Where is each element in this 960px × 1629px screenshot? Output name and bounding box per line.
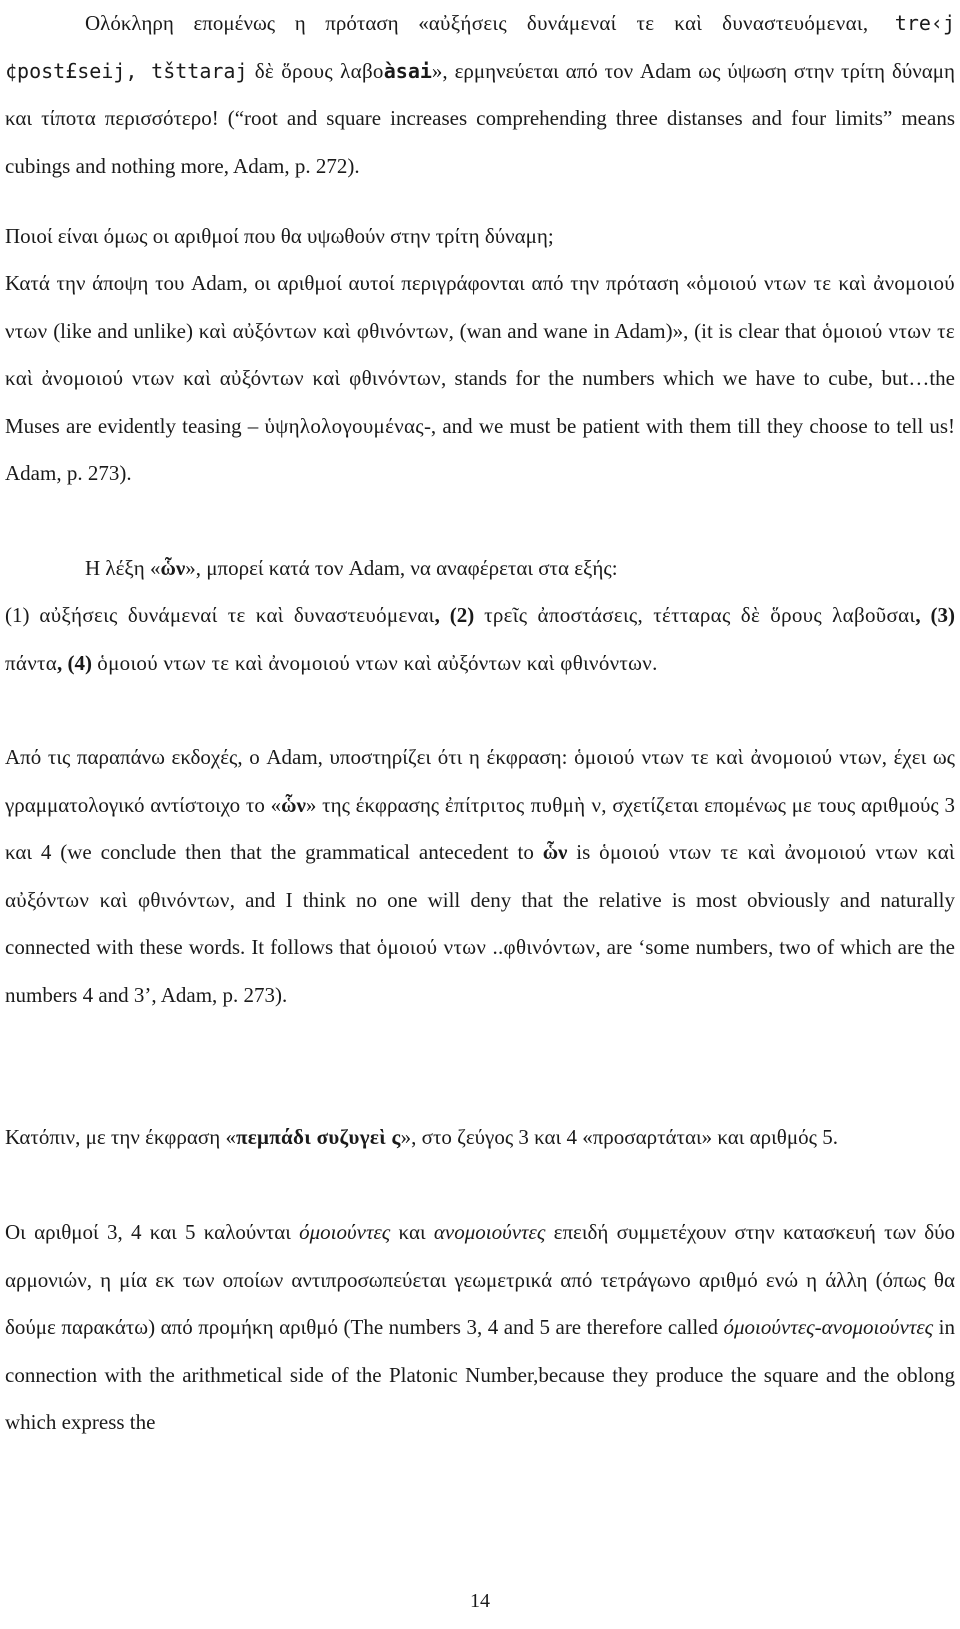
paragraph-6 bbox=[5, 734, 955, 1019]
list-marker: , (2) bbox=[434, 603, 485, 627]
italic-term: όμοιούντες-ανομοιούντες bbox=[723, 1315, 934, 1339]
text-run: Κατόπιν, με την έκφραση « bbox=[5, 1125, 236, 1149]
text-run: . bbox=[652, 650, 658, 675]
greek-phrase: πεμπάδι συζυγεὶ ς bbox=[235, 1125, 401, 1149]
italic-term: όμοιούντες bbox=[299, 1220, 391, 1244]
list-marker: , (4) bbox=[57, 650, 98, 675]
paragraph-2: Ποιοί είναι όμως οι αριθμοί που θα υψωθούν στην τρίτη δύναμη; bbox=[5, 224, 554, 248]
text-run: (1) bbox=[5, 603, 40, 627]
greek-word: ὧν bbox=[281, 792, 306, 817]
paragraph-8 bbox=[5, 1209, 955, 1447]
text-run: is bbox=[567, 840, 600, 864]
text-run: in connection with the arithmetical side of the Platonic Number,because they produce the square and the oblong which express the bbox=[5, 1315, 955, 1434]
text-run: Η λέξη « bbox=[85, 556, 161, 580]
paragraph-4 bbox=[5, 545, 955, 593]
greek-phrase: ὁμοιού ντων τε καὶ ἀνομοιού ντων bbox=[574, 745, 882, 769]
text-run: », μπορεί κατά τον Adam, να αναφέρεται στα εξής: bbox=[185, 556, 618, 580]
greek-phrase: ὁμοιού ντων τε καὶ ἀνομοιού ντων καὶ αὐξόντων καὶ φθινόντων bbox=[5, 840, 956, 912]
text-run: και bbox=[390, 1220, 434, 1244]
paragraph-5 bbox=[5, 592, 955, 687]
greek-phrase: ὁμοιού ντων τε καὶ ἀνομοιού ντων καὶ αὐξόντων καὶ φθινόντων bbox=[5, 318, 956, 390]
text-run: , stands for the numbers which we have to cube, but…the Muses are evidently teasing – bbox=[5, 366, 955, 438]
text-run: επειδή συμμετέχουν στην κατασκευή των δύο αρμονιών, η μία εκ των οποίων αντιπροσωπεύεται γεωμετρικά από τετράγωνο αριθμό ενώ η άλλη (όπως θα δούμε παρακάτω) από προμήκη αριθμό (The numbers 3, 4 and 5 are therefore called bbox=[5, 1220, 955, 1339]
text-run: , are ‘some numbers, two of which are the numbers 4 and 3’, Adam, p. 273). bbox=[5, 935, 955, 1007]
italic-term: ανομοιούντες bbox=[433, 1220, 546, 1244]
text-run: Οι αριθμοί 3, 4 και 5 καλούνται bbox=[5, 1220, 300, 1244]
greek-phrase: ὁμοιού ντων ..φθινόντων bbox=[376, 935, 596, 959]
greek-phrase: τρεῖς ἀποστάσεις, τέτταρας δὲ ὅρους λαβοῦσαι bbox=[484, 603, 916, 627]
paragraph-1 bbox=[5, 0, 955, 190]
text-run: (like and unlike) bbox=[47, 318, 199, 343]
greek-word: ὧν bbox=[160, 556, 186, 580]
greek-phrase: ἐπίτριτος πυθμὴ ν bbox=[444, 792, 602, 817]
greek-phrase: δὲ ὅρους λαβο bbox=[247, 58, 384, 83]
garbled-greek-phrase: tre‹j ¢post£seij, tšttaraj bbox=[5, 11, 955, 83]
greek-phrase: καὶ αὐξόντων καὶ φθινόντων bbox=[198, 318, 449, 343]
text-run: » της έκφρασης bbox=[305, 792, 445, 817]
greek-phrase: ὁμοιού ντων τε καὶ ἀνομοιού ντων καὶ αὐξόντων καὶ φθινόντων bbox=[97, 650, 653, 675]
text-run: Από τις παραπάνω εκδοχές, ο Adam, υποστηρίζει ότι η έκφραση: bbox=[5, 745, 575, 769]
text-run: Ολόκληρη επομένως η πρόταση « bbox=[85, 11, 429, 35]
text-run: Κατά την άποψη του Adam, οι αριθμοί αυτοί περιγράφονται από την πρόταση « bbox=[5, 271, 697, 295]
text-run: », ερμηνεύεται από τον Adam ως ύψωση στην τρίτη δύναμη και τίποτα περισσότερο! (“root and square increases comprehending three distanses and four limits” means cubings and nothing more, Adam, p. 272). bbox=[5, 58, 955, 178]
list-marker: , (3) bbox=[915, 603, 955, 627]
text-run: -, and we must be patient with them till they choose to tell us! Adam, p. 273). bbox=[5, 413, 955, 485]
paragraph-7 bbox=[5, 1114, 955, 1162]
garbled-greek-phrase: àsai bbox=[383, 58, 432, 83]
greek-phrase: ὁμοιού ντων τε καὶ ἀνομοιού ντων bbox=[5, 271, 955, 343]
greek-phrase: πάντα bbox=[5, 650, 58, 675]
greek-phrase: αὐξήσεις δυνάμεναί τε καὶ δυναστευόμεναι bbox=[39, 603, 435, 627]
paragraph-3 bbox=[5, 260, 955, 498]
page-number: 14 bbox=[470, 1590, 490, 1612]
text-run: , σχετίζεται επομένως με τους αριθμούς 3 και 4 (we conclude then that the grammatical antecedent to bbox=[5, 792, 955, 864]
greek-word: ὧν bbox=[542, 840, 568, 864]
text-run: , έχει ως γραμματολογικό αντίστοιχο το « bbox=[5, 745, 955, 817]
greek-phrase: αὐξήσεις δυνάμεναί τε καὶ δυναστευόμεναι, bbox=[428, 11, 869, 35]
greek-phrase: ὑψηλολογουμένας bbox=[264, 413, 424, 438]
text-run: , and I think no one will deny that the relative is most obviously and naturally connected with these words. It follows that bbox=[5, 887, 956, 959]
text-run: , (wan and wane in Adam)», (it is clear that bbox=[448, 318, 823, 343]
text-run: », στο ζεύγος 3 και 4 «προσαρτάται» και αριθμός 5. bbox=[400, 1125, 838, 1149]
